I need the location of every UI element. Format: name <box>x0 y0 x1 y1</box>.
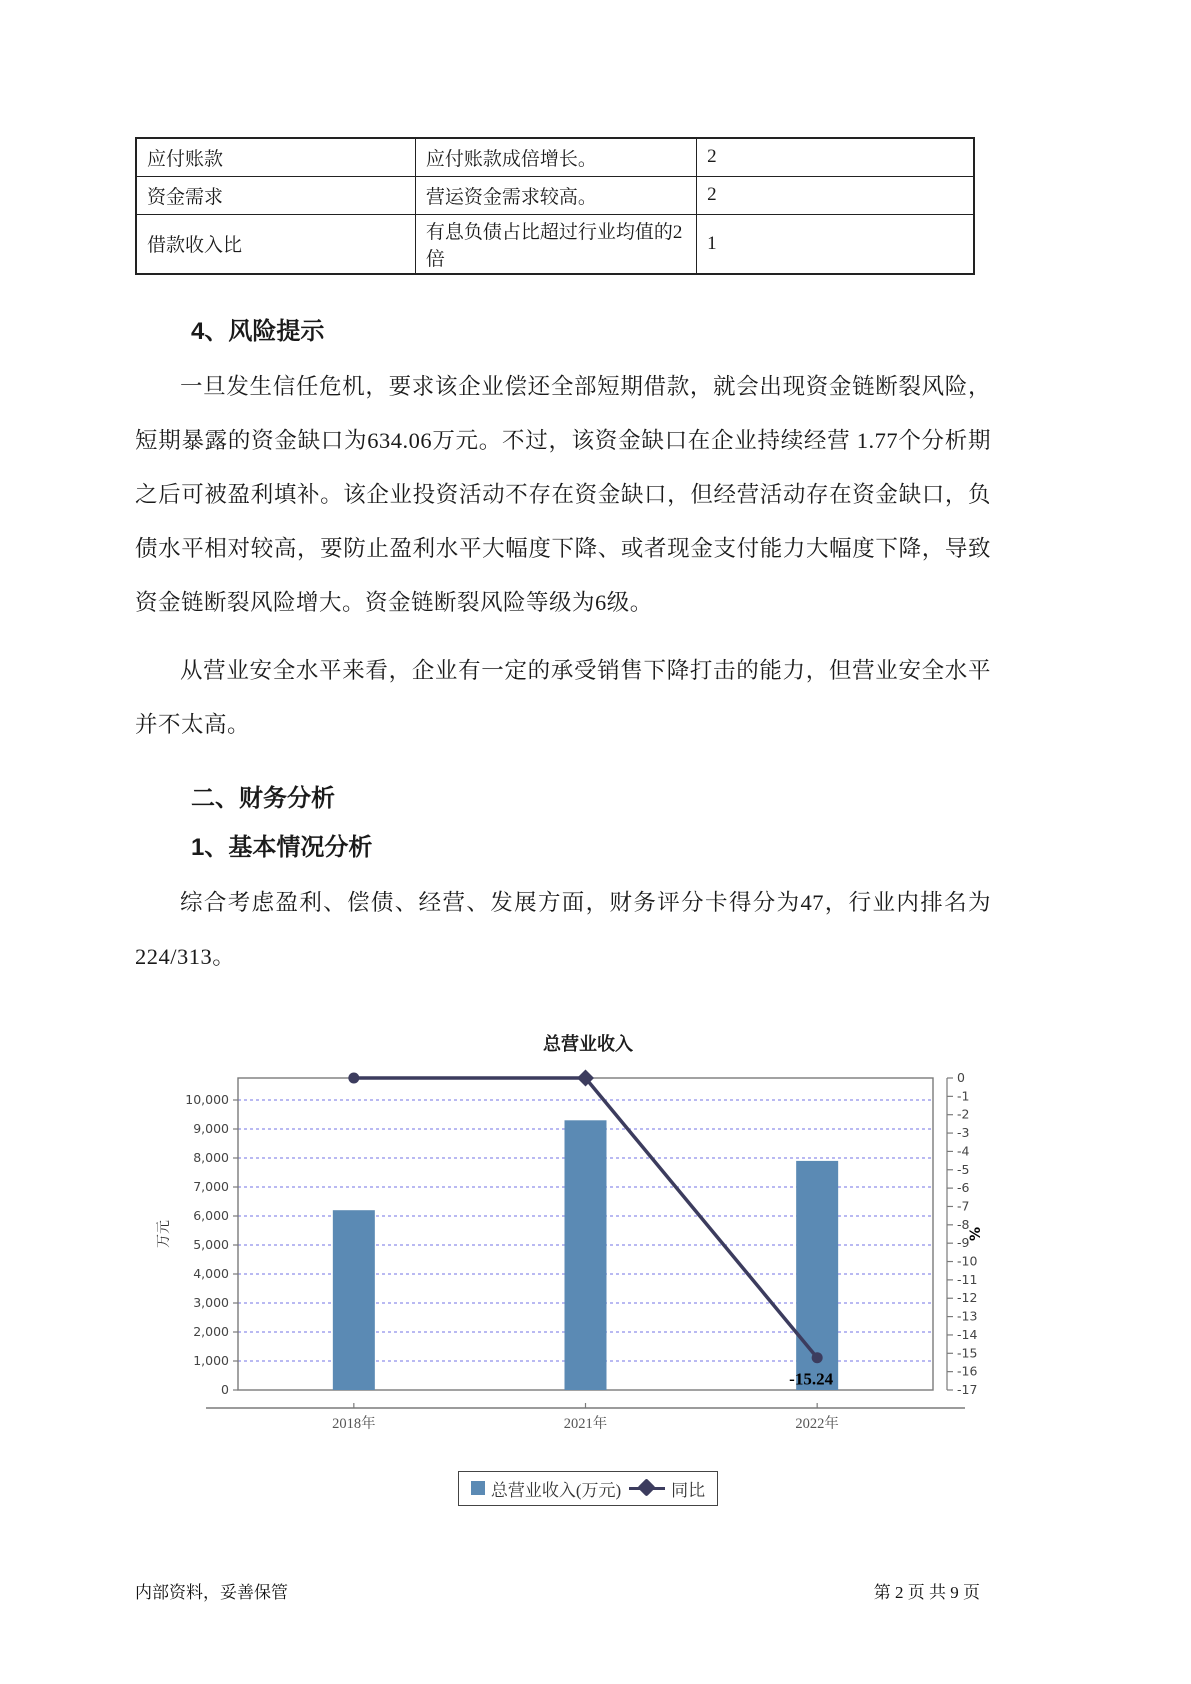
risk-score-table <box>135 137 975 275</box>
svg-text:%: % <box>968 1226 984 1241</box>
svg-text:2021年: 2021年 <box>563 1415 608 1432</box>
svg-text:2018年: 2018年 <box>332 1415 376 1432</box>
score-paragraph: 综合考虑盈利、偿债、经营、发展方面，财务评分卡得分为47，行业内排名为224/313。 <box>135 889 991 969</box>
svg-text:8,000: 8,000 <box>193 1149 229 1165</box>
svg-text:-4: -4 <box>957 1142 970 1158</box>
svg-text:-10: -10 <box>957 1253 978 1269</box>
legend-bar-swatch-icon <box>471 1481 485 1495</box>
table-cell: 2 <box>697 176 974 214</box>
table-row <box>136 214 974 274</box>
footer-confidential-note: 内部资料，妥善保管 <box>135 1583 288 1602</box>
svg-text:1,000: 1,000 <box>193 1352 229 1368</box>
svg-text:3,000: 3,000 <box>193 1294 229 1310</box>
table-cell: 营运资金需求较高。 <box>415 176 696 214</box>
svg-text:-7: -7 <box>957 1197 970 1213</box>
yoy-point <box>812 1352 823 1363</box>
table-cell: 应付账款成倍增长。 <box>415 138 696 176</box>
svg-text:-16: -16 <box>957 1363 978 1379</box>
page-content <box>135 0 991 1506</box>
svg-text:-12: -12 <box>957 1289 978 1305</box>
svg-text:-2: -2 <box>957 1106 970 1122</box>
table-row <box>136 176 974 214</box>
svg-text:0: 0 <box>957 1069 965 1085</box>
svg-text:-11: -11 <box>957 1271 978 1287</box>
svg-text:9,000: 9,000 <box>193 1120 229 1136</box>
revenue-chart-canvas <box>138 1060 998 1460</box>
svg-text:-5: -5 <box>957 1161 970 1177</box>
table-cell: 借款收入比 <box>136 214 415 274</box>
chart-legend <box>138 1471 998 1506</box>
risk-heading: 4、风险提示 <box>191 317 325 345</box>
svg-text:万元: 万元 <box>156 1219 172 1248</box>
bar-2021年 <box>565 1120 607 1390</box>
table-row <box>136 138 974 176</box>
risk-paragraph: 一旦发生信任危机，要求该企业偿还全部短期借款，就会出现资金链断裂风险，短期暴露的资金缺口为634.06万元。不过，该资金缺口在企业持续经营 1.77个分析期之后可被盈利填补。该企业投资活动不存在资金缺口，但经营活动存在资金缺口，负债水平相对较高，要防止盈利水平大幅度下降、或者现金支付能力大幅度下降，导致资金链断裂风险增大。资金链断裂风险等级为6级。 <box>135 373 991 615</box>
finance-analysis-heading: 二、财务分析 <box>191 784 335 812</box>
svg-text:-14: -14 <box>957 1326 978 1342</box>
basic-analysis-heading: 1、基本情况分析 <box>191 833 373 861</box>
svg-text:5,000: 5,000 <box>193 1236 229 1252</box>
footer-page-number: 第 2 页 共 9 页 <box>873 1583 980 1602</box>
svg-text:-8: -8 <box>957 1216 970 1232</box>
chart-title: 总营业收入 <box>543 1033 633 1054</box>
safety-paragraph: 从营业安全水平来看，企业有一定的承受销售下降打击的能力，但营业安全水平并不太高。 <box>135 657 991 737</box>
table-cell: 应付账款 <box>136 138 415 176</box>
table-cell: 有息负债占比超过行业均值的2倍 <box>415 214 696 274</box>
legend-line-swatch-icon <box>629 1481 665 1495</box>
svg-text:0: 0 <box>221 1381 229 1397</box>
svg-text:-9: -9 <box>957 1234 970 1250</box>
table-cell: 1 <box>697 214 974 274</box>
svg-text:-3: -3 <box>957 1124 970 1140</box>
bar-2018年 <box>333 1210 375 1390</box>
revenue-chart <box>138 1030 998 1506</box>
legend-bar-label: 总营业收入(万元) <box>490 1480 622 1500</box>
yoy-point <box>348 1072 359 1083</box>
table-cell: 2 <box>697 138 974 176</box>
svg-text:4,000: 4,000 <box>193 1265 229 1281</box>
svg-text:-6: -6 <box>957 1179 970 1195</box>
svg-text:-17: -17 <box>957 1381 978 1397</box>
svg-text:10,000: 10,000 <box>185 1091 229 1107</box>
svg-text:2,000: 2,000 <box>193 1323 229 1339</box>
svg-text:-13: -13 <box>957 1308 978 1324</box>
svg-text:-15: -15 <box>957 1344 978 1360</box>
svg-text:-15.24: -15.24 <box>789 1369 834 1389</box>
svg-text:2022年: 2022年 <box>795 1415 839 1432</box>
table-cell: 资金需求 <box>136 176 415 214</box>
svg-text:7,000: 7,000 <box>193 1178 229 1194</box>
svg-text:6,000: 6,000 <box>193 1207 229 1223</box>
svg-text:-1: -1 <box>957 1087 970 1103</box>
legend-line-label: 同比 <box>671 1480 706 1500</box>
